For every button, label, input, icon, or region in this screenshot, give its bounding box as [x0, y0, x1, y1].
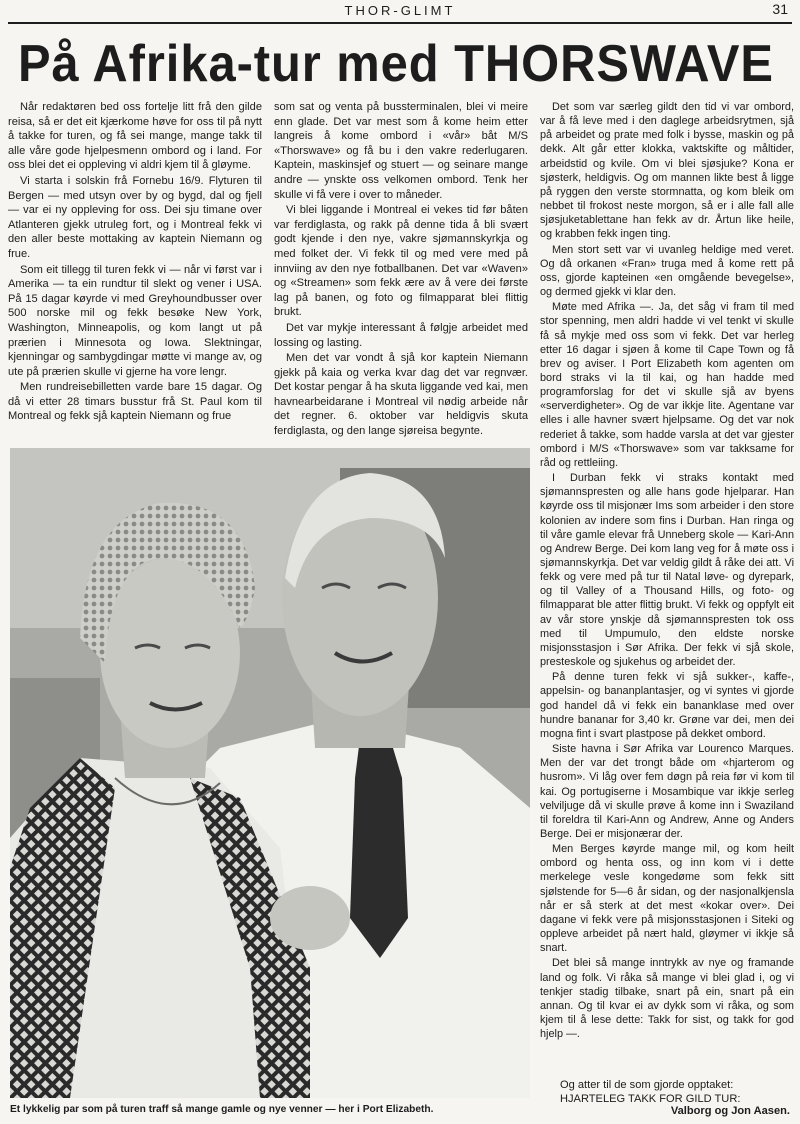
paragraph: På denne turen fekk vi sjå sukker-, kaffe-, appelsin- og bananplantasjer, og vi syntes vi gjorde god handel då vi fekk ein bananklase med over hundre bananar for 3,40 kr. Grøne var dei, men dei mogna fint i svart plastpose på dekket ombord.	[540, 671, 794, 740]
photo-caption: Et lykkelig par som på turen traff så mange gamle og nye venner — her i Port Elizabeth.	[10, 1104, 434, 1115]
paragraph: Men stort sett var vi uvanleg heldige med veret. Og då orkanen «Fran» truga med å kome rett på oss, gjorde kapteinen «en omgående bevegelse», og dermed gjekk vi klar den.	[540, 243, 794, 299]
paragraph: Det som var særleg gildt den tid vi var ombord, var å få leve med i den daglege arbeidsrytmen, sjå på arbeidet og prate med folk i bysse, maskin og på dekk. Alt går etter klokka, vaktskifte og måltider, arbeidstid og kvile. Om vi blei sjøsjuke? Kona er sjøsterk, heldigvis. Og om mannen likte best å ligge på ryggen den verste stormnatta, og kom bleik om nebbet til frokost neste morgon, så er i alle fall alle sjøsjuketablettane han fekk av dr. Årtun like heile, og krabben fekk ingen ting.	[540, 101, 794, 241]
magazine-title: THOR-GLIMT	[344, 3, 456, 18]
article-column-1	[8, 100, 262, 425]
closing-line: Og atter til de som gjorde opptaket:	[560, 1079, 734, 1091]
elderly-couple-photo	[10, 448, 530, 1098]
paragraph: Når redaktøren bed oss fortelje litt frå den gilde reisa, så er det eit kjærkome høve for oss til på nytt å takke for turen, og få sei mange, mange takk til alle våre gode hjelpesmenn ombord og i land. For oss blei det ei oppleving vi aldri kjem til å gløyme.	[8, 101, 262, 172]
paragraph: Det var mykje interessant å følgje arbeidet med lossing og lasting.	[274, 321, 528, 349]
paragraph: Men rundreisebilletten varde bare 15 dagar. Og då vi etter 28 timars busstur frå St. Paul kom til Montreal og fekk sjå kaptein Niemann og frue	[8, 381, 262, 423]
paragraph: Vi blei liggande i Montreal ei vekes tid før båten var ferdiglasta, og rakk på denne tida å bli svært godt kjende i den nye, vakre sjømannskyrkja og med folket der. Vi fekk til og med vere med på innviing av den nye fotballbanen. Det var «Waven» og «Streamen» som fekk ære av å vere dei første lag på banen, og foto og filmapparat blei flittig brukt.	[274, 204, 528, 319]
article-column-2	[274, 100, 528, 440]
thanks-line: HJARTELEG TAKK FOR GILD TUR:	[560, 1093, 741, 1105]
paragraph: Men det var vondt å sjå kor kaptein Niemann gjekk på kaia og verka kvar dag det var regnvær. Det kostar pengar å ha skuta liggande ved kai, men havnearbeidarane i Montreal vil nødig arbeide når det regner. 6. oktober var heldigvis skuta ferdiglasta, og den lange sjøreisa begynte.	[274, 352, 528, 438]
paragraph: Vi starta i solskin frå Fornebu 16/9. Flyturen til Bergen — med utsyn over by og bygd, dal og fjell — var ei ny oppleving for oss. Dei sju timane over Atlanteren gjekk utruleg fort, og i Montreal fekk vi den aller beste mottaking av kaptein Niemann og frue.	[8, 174, 262, 260]
article-headline: På Afrika-tur med THORSWAVE	[18, 35, 774, 93]
paragraph: Som eit tillegg til turen fekk vi — når vi først var i Amerika — ta ein rundtur til slekt og vener i USA. På 15 dagar køyrde vi med Greyhoundbusser over 500 norske mil og fekk besøke New York, Washington, Minneapolis, og kom langt ut på prærien i Minnesota og Iowa. Slektningar, kjenningar og sambygdingar møtte vi mange av, og ute på prærien skulle vi gjerne ha vore lengr.	[8, 263, 262, 378]
paragraph: Det blei så mange inntrykk av nye og framande land og folk. Vi råka så mange vi blei glad i, og vi tenkjer stadig tilbake, snart på ein, snart på ein annan. Og til kvar ei av dykk som vi råka, og som kjem til å lese dette: Takk for sist, og takk for god hjelp —.	[540, 957, 794, 1041]
page-number: 31	[772, 1, 788, 17]
paragraph: som sat og venta på bussterminalen, blei vi meire enn glade. Det var mest som å kome heim etter langreis å kome ombord i «vår» båt M/S «Thorswave» og få bu i den vakre rederlugaren. Kaptein, maskinsjef og stuert — og seinare mange andre — ynskte oss velkomen ombord. Tenk her skulle vi få vere i over to måneder.	[274, 101, 528, 201]
paragraph: I Durban fekk vi straks kontakt med sjømannspresten og alle hans gode hjelparar. Han køyrde oss til misjonær Ims som arbeider i den store kolonien av indere som fins i Durban. Han ringa og til våre gamle elevar frå Unneberg skole — Kari-Ann og Andrew Berge. Dei kom lang veg for å møte oss i sjømannskyrkja. Det var veldig gildt å råke dei att. Vi fekk og vere med på tur til Natal løve- og dyrepark, og til Valley of a Thousand Hills, og foto- og filmapparat ble atter flittig brukt. Vi fekk og oppfylt eit av vår store ynskje då sjømannspresten tok oss med til Umpumulo, den eldste norske misjonsstasjon i Sør Afrika. Der fekk vi sjå skole, presteskole og sjukehus og arbeidet der.	[540, 472, 794, 669]
page-header	[8, 0, 792, 24]
paragraph: Siste havna i Sør Afrika var Lourenco Marques. Men der var det trongt både om «hjarterom og husrom». Vi låg over fem døgn på reia før vi kom til kai. Og portugiserne i Mosambique var ikkje serleg velviljuge då vi skulle prøve å kome inn i Swaziland til foreldra til Kari-Ann og Andrew, Anne og Anders Berge. Dei er misjonærar der.	[540, 743, 794, 840]
paragraph: Møte med Afrika —. Ja, det såg vi fram til med stor spenning, men aldri hadde vi vel tenkt vi skulle få så mykje med oss som vi fekk. Det var herleg etter 16 dagar i sjøen å kome til Cape Town og få brev og aviser. I Port Elizabeth kom agenten om bord straks vi la til kai, og han hadde med programforslag for det vi skulle sjå av byens «serverdigheter». Og de var ikkje lite. Agentane var elles i alle havner svært hjelpsame. Og det var nok rederiet å takke, som hadde varsla at det var gjester ombord i M/S «Thorswave» som var takksame for råd og rettleiing.	[540, 301, 794, 469]
article-column-3	[540, 100, 794, 1042]
paragraph: Men Berges køyrde mange mil, og kom heilt ombord og henta oss, og inn kom vi i dette merkelege vesle kongedøme som fekk sitt sjølstende for 5—6 år sidan, og der nasjonalkjensla når er så sterk at det mest «kokar over». Dei dagane vi fekk vere på misjonsstasjonen i Siteki og oppleve arbeidet på nært hald, gløymer vi ikkje så snart.	[540, 843, 794, 955]
signature: Valborg og Jon Aasen.	[670, 1105, 790, 1117]
